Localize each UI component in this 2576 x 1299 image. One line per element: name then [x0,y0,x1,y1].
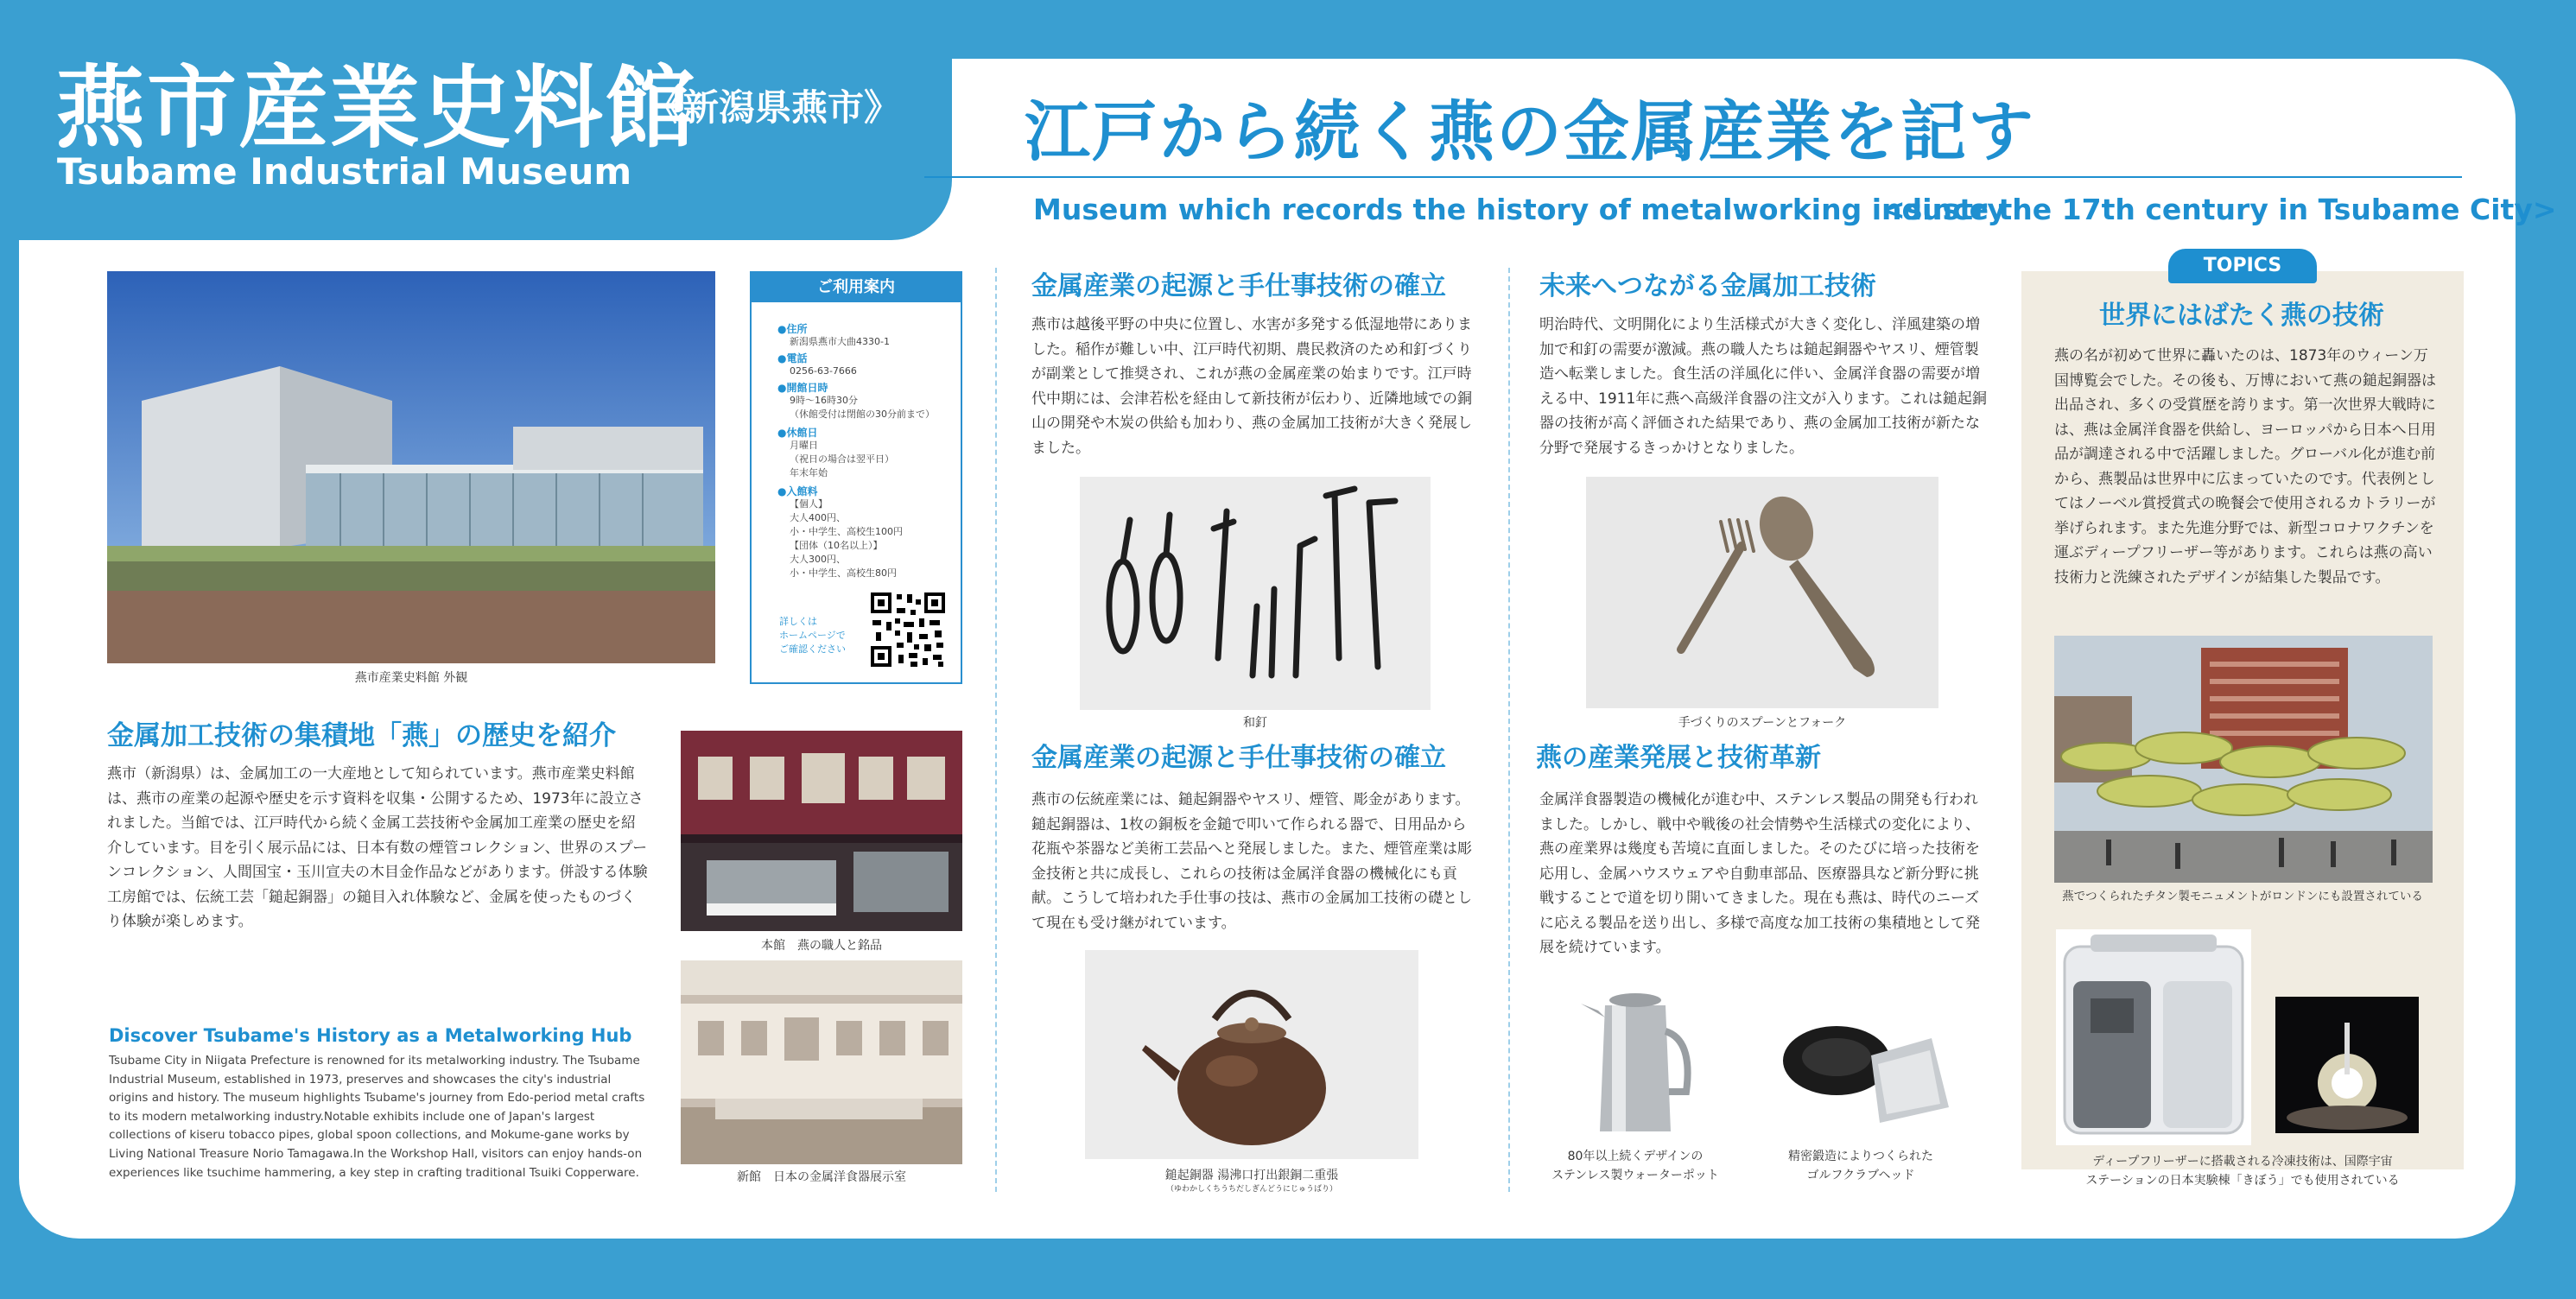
hours-label: ●開館日時 [777,382,828,394]
fee-value: 大人300円、 [790,554,846,565]
copper-kettle-reading: （ゆわかしくちうちだしぎんどうにじゅうばり） [1165,1185,1337,1194]
headline-rule [924,176,2462,178]
tableware-exhibit-photo [681,960,962,1164]
visitor-info-heading: ご利用案内 [752,273,961,302]
golf-club-caption: ゴルフクラブヘッド [1806,1169,1915,1182]
museum-exterior-photo [107,271,715,663]
museum-exterior-caption: 燕市産業史料館 外観 [354,671,468,685]
london-monument-caption: 燕でつくられたチタン製モニュメントがロンドンにも設置されている [2062,890,2423,903]
fee-value: 小・中学生、高校生100円 [790,526,903,537]
copper-kettle-photo [1085,950,1418,1159]
spoon-fork-photo [1586,477,1938,708]
phone-value: 0256-63-7666 [790,365,857,377]
section-body: 燕市の伝統産業には、鎚起銅器やヤスリ、煙管、彫金があります。鎚起銅器は、1枚の銅板を金鎚で叩いて作られる器で、日用品から花瓶や茶器など美術工芸品へと発展しました。また、煙管産業は彫金技術と共に成長し、これらの技術は金属洋食器の機械化にも貢献。こうして培われた手仕事の技は、燕市の金属加工技術の礎として現在も受け継がれています。 [1031,791,1472,932]
fee-label: ●入館料 [777,485,818,497]
topics-body: 燕の名が初めて世界に轟いたのは、1873年のウィーン万国博覧会でした。その後も、万博において燕の鎚起銅器は出品され、多くの受賞歴を誇ります。第一次世界大戦時には、燕は金属洋食器を供給し、ヨーロッパから日本へ日用品が調達される中で活躍しました。グローバル化が進む前から、燕製品は世界中に広まっていたのです。代表例としてはノーベル賞授賞式の晩餐会で使用されるカトラリーが挙げられます。また先進分野では、新型コロナワクチンを運ぶディープフリーザー等があります。これらは燕の高い技術力と洗練されたデザインが結集した製品です。 [2054,347,2436,586]
rocket-launch-photo [2275,997,2419,1133]
section-heading: 金属産業の起源と手仕事技術の確立 [1031,743,1446,773]
qr-note: ホームページで [779,630,846,641]
closed-label: ●休館日 [777,427,818,439]
section-heading: 金属加工技術の集積地「燕」の歴史を紹介 [107,720,616,751]
copper-kettle-caption: 鎚起銅器 湯沸口打出銀銅二重張 [1164,1169,1339,1182]
column-divider [995,268,997,1192]
water-pot-photo [1572,979,1698,1140]
fee-value: 【団体（10名以上）】 [790,540,883,551]
wakugi-caption: 和釘 [1243,716,1267,730]
deep-freezer-photo [2056,929,2251,1145]
fee-value: 大人400円、 [790,512,846,523]
closed-value: 月曜日 [790,440,818,451]
deep-freezer-caption: ステーションの日本実験棟「きぼう」でも使用されている [2085,1174,2400,1188]
section-body: 燕市（新潟県）は、金属加工の一大産地として知られています。燕市産業史料館は、燕市の産業の起源や歴史を示す資料を収集・公開するため、1973年に設立されました。当館では、江戸時代から続く金属工芸技術や金属加工産業の歴史を紹介しています。目を引く展示品には、日本有数の煙管コレクション、世界のスプーンコレクション、人間国宝・玉川宣夫の木目金作品などがあります。併設する体験工房館では、伝統工芸「鎚起銅器」の鎚目入れ体験など、金属を使ったものづくり体験が楽しめます。 [107,765,648,931]
english-body: Tsubame City in Niigata Prefecture is renowned for its metalworking industry. The Tsubame Industrial Museum, established in 1973, preserves and showcases the city's industrial origins and history. The museum highlights Tsubame's journey from Edo-period metal crafts to its modern metalworking industry.Notable exhibits include one of Japan's largest collections of kiseru tobacco pipes, global spoon collections, and Mokume-gane works by Living National Treasure Norio Tamagawa.In the Workshop Hall, visitors can enjoy hands-on experiences like tsuchime hammering, a key step in crafting traditional Tsuiki Copperware. [109,1054,645,1180]
tableware-exhibit-caption: 新館 日本の金属洋食器展示室 [737,1170,906,1184]
hours-note: （休館受付は閉館の30分前まで） [790,409,935,420]
qr-code-icon[interactable] [869,591,947,669]
fee-value: 小・中学生、高校生80円 [790,567,897,579]
section-body: 燕市は越後平野の中央に位置し、水害が多発する低湿地帯にありました。稲作が難しい中、江戸時代初期、農民救済のため和釘づくりが副業として推奨され、これが燕の金属産業の始まりです。江戸時代中期には、会津若松を経由して新技術が伝わり、近隣地域での銅山の開発や木炭の供給も加わり、燕の金属加工技術が大きく発展しました。 [1031,316,1472,457]
golf-club-caption: 精密鍛造によりつくられた [1788,1150,1933,1163]
deep-freezer-caption: ディープフリーザーに搭載される冷凍技術は、国際宇宙 [2092,1155,2393,1169]
qr-note: 詳しくは [779,616,817,627]
address-label: ●住所 [777,323,808,335]
headline-subtitle-en: Museum which records the history of metalworking industry [1033,193,2006,226]
column-divider [1508,268,1510,1192]
section-heading: 燕の産業発展と技術革新 [1536,743,1821,773]
water-pot-caption: 80年以上続くデザインの [1567,1150,1704,1163]
fee-value: 【個人】 [790,498,828,510]
section-heading: 未来へつながる金属加工技術 [1539,271,1876,301]
golf-club-head-photo [1776,1021,1957,1125]
exhibit-hall-photo [681,731,962,931]
headline-subtitle-since: <since the 17th century in Tsubame City> [1881,193,2557,226]
museum-location: 《新潟県燕市》 [646,86,901,129]
wakugi-nails-photo [1080,477,1431,710]
topics-heading: 世界にはばたく燕の技術 [2099,301,2384,331]
museum-title-en: Tsubame Industrial Museum [57,150,632,193]
page-headline: 江戸から続く燕の金属産業を記す [1025,93,2035,170]
closed-value: 年末年始 [790,467,828,478]
visitor-info-box [750,271,962,684]
section-heading: 金属産業の起源と手仕事技術の確立 [1031,271,1446,301]
water-pot-caption: ステンレス製ウォーターポット [1551,1169,1719,1182]
section-body: 明治時代、文明開化により生活様式が大きく変化し、洋風建築の増加で和釘の需要が激減。燕の職人たちは鎚起銅器やヤスリ、煙管製造へ転業しました。食生活の洋風化に伴い、金属洋食器の需要が増える中、1911年に燕へ高級洋食器の注文が入ります。これは鎚起銅器の技術が高く評価された結果であり、燕の金属加工技術が新たな分野で発展するきっかけとなりました。 [1539,316,1987,457]
exhibit-hall-caption: 本館 燕の職人と銘品 [761,939,882,953]
address-value: 新潟県燕市大曲4330-1 [790,336,890,347]
closed-value: （祝日の場合は翌平日） [790,453,894,465]
hours-value: 9時〜16時30分 [790,395,858,406]
section-body: 金属洋食器製造の機械化が進む中、ステンレス製品の開発も行われました。しかし、戦中や戦後の社会情勢や生活様式の変化により、燕の産業界は幾度も苦境に直面しました。そのたびに培った技術を応用し、金属ハウスウェアや自動車部品、医療器具など新分野に挑戦することで道を切り開いてきました。現在も燕は、時代のニーズに応える製品を送り出し、多様で高度な加工技術の集積地として発展を続けています。 [1539,791,1980,957]
phone-label: ●電話 [777,352,808,364]
spoon-fork-caption: 手づくりのスプーンとフォーク [1678,716,1847,730]
london-monument-photo [2054,636,2433,883]
museum-title-ja: 燕市産業史料館 [55,55,697,161]
qr-note: ご確認ください [779,643,846,655]
topics-tag: TOPICS [2168,249,2317,283]
english-heading: Discover Tsubame's History as a Metalworking Hub [109,1025,632,1046]
